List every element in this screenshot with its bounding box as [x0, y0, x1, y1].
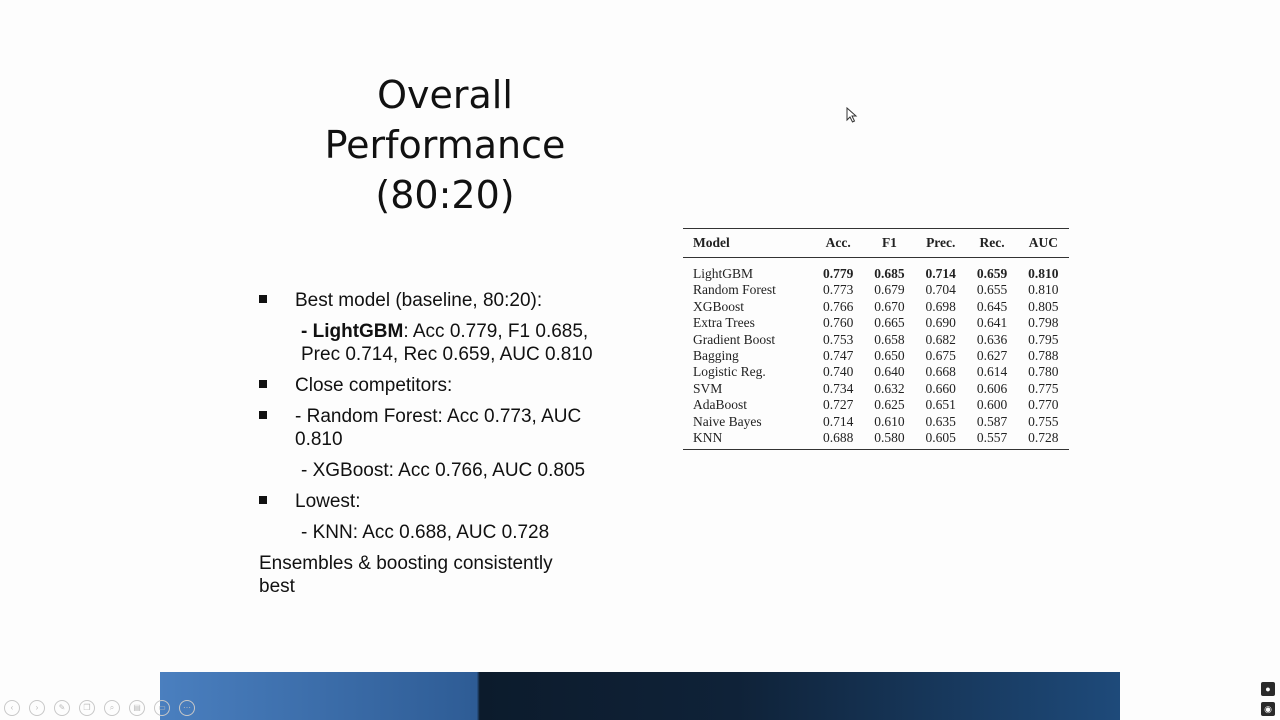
pen-icon[interactable]: ✎ [54, 700, 70, 716]
closing-line-2: best [259, 576, 295, 597]
metric-cell: 0.773 [822, 282, 854, 298]
metric-cell: 0.636 [976, 331, 1008, 347]
more-icon[interactable]: ⋯ [179, 700, 195, 716]
metric-cell: 0.660 [925, 380, 956, 396]
metric-cell: 0.770 [1028, 397, 1059, 413]
table-row [683, 282, 1069, 298]
col-header-rec: Rec. [966, 229, 1017, 258]
metric-cell: 0.734 [822, 380, 854, 396]
metric-cell: 0.798 [1028, 315, 1059, 331]
metric-cell: 0.645 [976, 298, 1008, 314]
metric-cell: 0.670 [874, 298, 905, 314]
metric-cell: 0.659 [976, 266, 1008, 281]
metric-cell: 0.727 [822, 397, 854, 413]
metric-cell: 0.641 [976, 315, 1008, 331]
record-icon[interactable]: ◉ [1261, 702, 1275, 716]
col-header-model: Model [683, 229, 813, 258]
square-bullet-icon [259, 496, 267, 504]
title-line-2: Performance [324, 123, 566, 167]
lightgbm-metrics-1: : Acc 0.779, F1 0.685, [403, 321, 589, 342]
model-name-cell: Bagging [693, 348, 739, 364]
metric-cell: 0.640 [874, 364, 905, 380]
model-name-cell: Extra Trees [693, 315, 755, 331]
metric-cell: 0.704 [925, 282, 956, 298]
results-table [683, 228, 1069, 450]
metric-cell: 0.665 [874, 315, 905, 331]
table-row [683, 397, 1069, 413]
metric-cell: 0.810 [1028, 282, 1059, 298]
metric-cell: 0.682 [925, 331, 956, 347]
presentation-toolbar [4, 700, 195, 716]
model-name-cell: Gradient Boost [693, 331, 776, 347]
table-row [683, 414, 1069, 430]
metric-cell: 0.679 [874, 282, 905, 298]
table-row [683, 315, 1069, 331]
metric-cell: 0.714 [822, 413, 854, 429]
metric-cell: 0.728 [1028, 430, 1059, 446]
microphone-icon[interactable]: ● [1261, 682, 1275, 696]
table-row [683, 299, 1069, 315]
metric-cell: 0.587 [976, 413, 1008, 429]
bottom-banner [160, 672, 1120, 720]
col-header-acc: Acc. [813, 229, 864, 258]
metric-cell: 0.780 [1028, 364, 1059, 380]
table-row [683, 364, 1069, 380]
metric-cell: 0.760 [822, 315, 854, 331]
next-icon[interactable]: › [29, 700, 45, 716]
square-bullet-icon [259, 295, 267, 303]
metric-cell: 0.651 [925, 397, 956, 413]
arrow-cursor-icon [846, 107, 858, 123]
metric-cell: 0.675 [925, 348, 956, 364]
square-bullet-icon [259, 411, 267, 419]
metric-cell: 0.606 [976, 380, 1008, 396]
col-header-f1: F1 [864, 229, 915, 258]
square-bullet-icon [259, 380, 267, 388]
metric-cell: 0.668 [925, 364, 956, 380]
metric-cell: 0.747 [822, 348, 854, 364]
table-header-row [683, 229, 1069, 258]
zoom-icon[interactable]: ⌕ [104, 700, 120, 716]
metric-cell: 0.632 [874, 380, 905, 396]
metric-cell: 0.766 [822, 298, 854, 314]
model-name-cell: KNN [693, 430, 723, 446]
subtitle-icon[interactable]: ▭ [154, 700, 170, 716]
metric-cell: 0.605 [925, 430, 956, 446]
metric-cell: 0.580 [874, 430, 905, 446]
metric-cell: 0.788 [1028, 348, 1059, 364]
metric-cell: 0.698 [925, 298, 956, 314]
title-line-1: Overall [377, 73, 513, 117]
copy-icon[interactable]: ❐ [79, 700, 95, 716]
slides-icon[interactable]: ▤ [129, 700, 145, 716]
metric-cell: 0.810 [1028, 266, 1059, 281]
metric-cell: 0.714 [925, 266, 956, 281]
title-line-3: (80:20) [375, 173, 515, 217]
lightgbm-bold: - LightGBM [301, 321, 404, 342]
slide-title [300, 70, 590, 220]
metric-cell: 0.775 [1028, 380, 1059, 396]
model-name-cell: Naive Bayes [693, 413, 762, 429]
metric-cell: 0.625 [874, 397, 905, 413]
model-name-cell: Logistic Reg. [693, 364, 766, 380]
model-name-cell: AdaBoost [693, 397, 747, 413]
metric-cell: 0.655 [976, 282, 1008, 298]
col-header-auc: AUC [1018, 229, 1069, 258]
metric-cell: 0.805 [1028, 298, 1059, 314]
metric-cell: 0.690 [925, 315, 956, 331]
metric-cell: 0.795 [1028, 331, 1059, 347]
model-name-cell: SVM [693, 380, 723, 396]
metric-cell: 0.635 [925, 413, 956, 429]
metric-cell: 0.600 [976, 397, 1008, 413]
table-row [683, 258, 1069, 283]
prev-icon[interactable]: ‹ [4, 700, 20, 716]
metric-cell: 0.779 [822, 266, 854, 281]
metric-cell: 0.753 [822, 331, 854, 347]
table-row [683, 348, 1069, 364]
model-name-cell: XGBoost [693, 298, 745, 314]
metric-cell: 0.650 [874, 348, 905, 364]
table-row [683, 381, 1069, 397]
metric-cell: 0.685 [874, 266, 905, 281]
metric-cell: 0.627 [976, 348, 1008, 364]
table-row [683, 332, 1069, 348]
metric-cell: 0.740 [822, 364, 854, 380]
metric-cell: 0.658 [874, 331, 905, 347]
metric-cell: 0.688 [822, 430, 854, 446]
metric-cell: 0.557 [976, 430, 1008, 446]
closing-line-1: Ensembles & boosting consistently [259, 553, 553, 574]
metric-cell: 0.755 [1028, 413, 1059, 429]
model-name-cell: Random Forest [693, 282, 776, 298]
col-header-prec: Prec. [915, 229, 966, 258]
metric-cell: 0.614 [976, 364, 1008, 380]
model-name-cell: LightGBM [693, 266, 754, 281]
table-row [683, 430, 1069, 450]
metric-cell: 0.610 [874, 413, 905, 429]
